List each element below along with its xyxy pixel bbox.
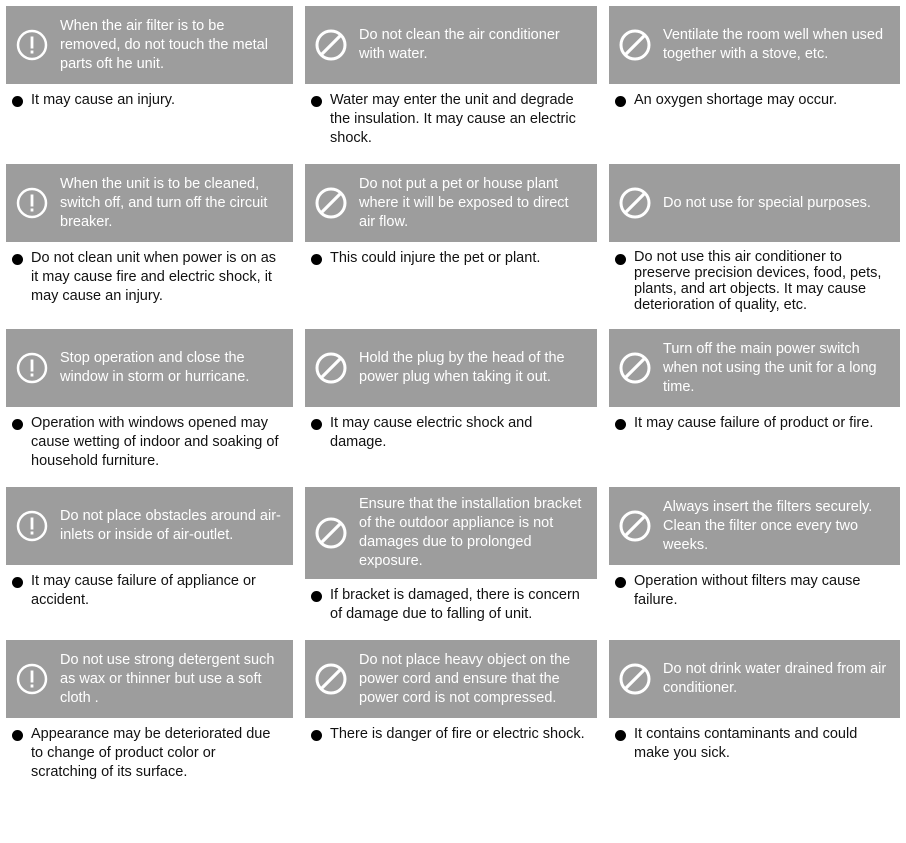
exclamation-circle-icon xyxy=(16,29,48,61)
warning-text: Stop operation and close the window in storm or hurricane. xyxy=(60,350,250,385)
precaution-cell xyxy=(299,481,603,634)
bullet-icon xyxy=(615,419,626,430)
warning-text: When the unit is to be cleaned, switch off, and turn off the circuit breaker. xyxy=(60,175,268,230)
warning-panel xyxy=(305,329,597,407)
prohibition-icon xyxy=(619,510,651,542)
warning-text: Always insert the filters securely. Clean the filter once every two weeks. xyxy=(663,498,873,553)
warning-panel xyxy=(305,6,597,84)
warning-text: Do not place heavy object on the power cord and ensure that the power cord is not compressed. xyxy=(359,651,571,706)
note-text: Appearance may be deteriorated due to change of product color or scratching of its surface. xyxy=(31,726,271,780)
note-row xyxy=(12,414,285,471)
precaution-cell xyxy=(603,158,906,323)
warning-text: Do not place obstacles around air-inlets or inside of air-outlet. xyxy=(60,508,281,543)
bullet-icon xyxy=(615,730,626,741)
bullet-icon xyxy=(311,96,322,107)
note-row xyxy=(12,725,285,782)
exclamation-circle-icon xyxy=(16,187,48,219)
note-row xyxy=(311,91,589,148)
bullet-icon xyxy=(12,254,23,265)
note-text: It may cause failure of product or fire. xyxy=(634,415,874,431)
note-text: This could injure the pet or plant. xyxy=(330,250,541,266)
warning-panel xyxy=(609,640,900,718)
warning-text: Ventilate the room well when used together with a stove, etc. xyxy=(663,27,884,62)
warning-text: Hold the plug by the head of the power plug when taking it out. xyxy=(359,350,565,385)
note-text: There is danger of fire or electric shock. xyxy=(330,726,585,742)
prohibition-icon xyxy=(619,187,651,219)
warning-panel xyxy=(609,329,900,407)
note-row xyxy=(615,91,892,110)
warning-text: Do not use for special purposes. xyxy=(663,194,871,211)
bullet-icon xyxy=(12,577,23,588)
warning-panel xyxy=(305,487,597,579)
precaution-cell xyxy=(299,634,603,792)
bullet-icon xyxy=(311,419,322,430)
exclamation-circle-icon xyxy=(16,663,48,695)
note-text: It contains contaminants and could make you sick. xyxy=(634,726,858,761)
note-text: It may cause electric shock and damage. xyxy=(330,415,533,450)
warning-text: Do not clean the air conditioner with water. xyxy=(359,27,560,62)
bullet-icon xyxy=(12,419,23,430)
precaution-cell xyxy=(603,481,906,634)
warning-panel xyxy=(609,6,900,84)
warning-text: Ensure that the installation bracket of the outdoor appliance is not damages due to prolonged exposure. xyxy=(359,496,582,569)
prohibition-icon xyxy=(619,29,651,61)
bullet-icon xyxy=(12,96,23,107)
warning-text: Do not put a pet or house plant where it will be exposed to direct air flow. xyxy=(359,175,569,230)
warning-text: When the air filter is to be removed, do not touch the metal parts oft he unit. xyxy=(60,17,268,72)
bullet-icon xyxy=(12,730,23,741)
note-row xyxy=(12,91,285,110)
prohibition-icon xyxy=(315,517,347,549)
warning-panel xyxy=(6,6,293,84)
precaution-cell xyxy=(0,634,299,792)
prohibition-icon xyxy=(619,663,651,695)
precaution-cell xyxy=(0,323,299,481)
warning-panel xyxy=(6,487,293,565)
note-row xyxy=(615,725,892,763)
note-text: Operation without filters may cause failure. xyxy=(634,573,861,608)
note-row xyxy=(311,249,589,268)
prohibition-icon xyxy=(315,29,347,61)
note-text: Water may enter the unit and degrade the insulation. It may cause an electric shock. xyxy=(330,92,576,146)
note-row xyxy=(615,572,892,610)
prohibition-icon xyxy=(315,187,347,219)
precaution-cell xyxy=(603,0,906,158)
warning-panel xyxy=(305,164,597,242)
note-text: It may cause an injury. xyxy=(31,92,175,108)
bullet-icon xyxy=(615,96,626,107)
warning-text: Do not use strong detergent such as wax or thinner but use a soft cloth . xyxy=(60,651,275,706)
note-row xyxy=(615,414,892,433)
warning-panel xyxy=(609,487,900,565)
warning-panel xyxy=(305,640,597,718)
precaution-cell xyxy=(603,634,906,792)
bullet-icon xyxy=(311,254,322,265)
warning-text: Turn off the main power switch when not using the unit for a long time. xyxy=(663,340,877,395)
note-text: It may cause failure of appliance or accident. xyxy=(31,573,256,608)
note-text: Do not clean unit when power is on as it may cause fire and electric shock, it may cause an injury. xyxy=(31,250,277,304)
precaution-cell xyxy=(603,323,906,481)
note-row xyxy=(12,249,285,306)
precaution-cell xyxy=(0,481,299,634)
prohibition-icon xyxy=(619,352,651,384)
precaution-cell xyxy=(299,0,603,158)
exclamation-circle-icon xyxy=(16,510,48,542)
warning-panel xyxy=(6,329,293,407)
bullet-icon xyxy=(311,591,322,602)
note-text: Do not use this air conditioner to preserve precision devices, food, pets, plants, and art objects. It may cause deterioration of quality, etc. xyxy=(634,249,882,313)
prohibition-icon xyxy=(315,663,347,695)
precaution-cell xyxy=(0,158,299,323)
bullet-icon xyxy=(311,730,322,741)
exclamation-circle-icon xyxy=(16,352,48,384)
note-row xyxy=(615,249,892,313)
note-text: An oxygen shortage may occur. xyxy=(634,92,838,108)
precaution-cell xyxy=(0,0,299,158)
precaution-cell xyxy=(299,323,603,481)
precaution-cell xyxy=(299,158,603,323)
prohibition-icon xyxy=(315,352,347,384)
warning-text: Do not drink water drained from air conditioner. xyxy=(663,661,887,696)
note-row xyxy=(311,725,589,744)
note-row xyxy=(311,586,589,624)
note-text: If bracket is damaged, there is concern of damage due to falling of unit. xyxy=(330,587,580,622)
note-row xyxy=(311,414,589,452)
warning-panel xyxy=(6,164,293,242)
warning-panel xyxy=(609,164,900,242)
note-row xyxy=(12,572,285,610)
bullet-icon xyxy=(615,577,626,588)
bullet-icon xyxy=(615,254,626,265)
note-text: Operation with windows opened may cause wetting of indoor and soaking of household furniture. xyxy=(31,415,279,469)
warning-panel xyxy=(6,640,293,718)
